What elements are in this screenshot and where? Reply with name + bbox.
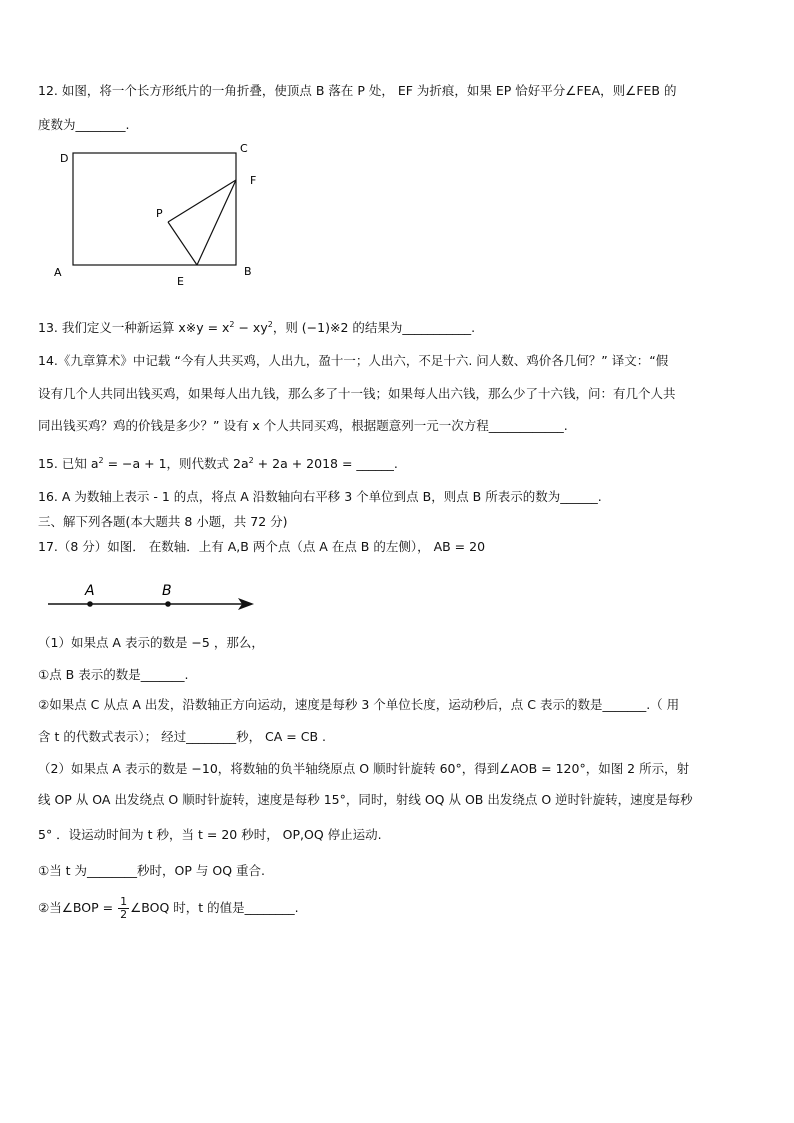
label-A: A xyxy=(54,266,62,279)
q15-sup2: 2 xyxy=(248,456,254,465)
q14-line1: 14.《九章算术》中记载 “今有人共买鸡，人出九，盈十一；人出六，不足十六. 问人数、鸡价各几何？” 译文：“假 xyxy=(38,353,669,368)
q17-p1-b1: ②如果点 C 从点 A 出发，沿数轴正方向运动，速度是每秒 3 个单位长度，运动秒后，点 C 表示的数是_______.（ 用 xyxy=(38,697,680,712)
q12-rectangle-figure xyxy=(50,140,270,290)
q17-p2-a: ①当 t 为________秒时，OP 与 OQ 重合. xyxy=(38,863,266,878)
q17-number-line xyxy=(44,578,264,618)
q17-p2-2: 线 OP 从 OA 出发绕点 O 顺时针旋转，速度是每秒 15°，同时，射线 OQ 从 OB 出发绕点 O 逆时针旋转，速度是每秒 xyxy=(38,792,693,807)
label-F: F xyxy=(250,174,257,187)
point-B xyxy=(165,601,171,607)
q17-p1-a: ①点 B 表示的数是_______. xyxy=(38,667,189,682)
q15-text-c: + 2a + 2018 = ______. xyxy=(253,456,398,472)
section3-title: 三、解下列各题(本大题共 8 小题，共 72 分) xyxy=(38,514,288,529)
label-D: D xyxy=(60,152,69,165)
label-B: B xyxy=(244,265,252,278)
q14-line3: 同出钱买鸡？鸡的价钱是多少？” 设有 x 个人共同买鸡，根据题意列一元一次方程____________. xyxy=(38,418,568,433)
q17-p2-1: （2）如果点 A 表示的数是 −10，将数轴的负半轴绕原点 O 顺时针旋转 60°，得到∠AOB = 120°，如图 2 所示，射 xyxy=(38,761,690,776)
q14-line2: 设有几个人共同出钱买鸡，如果每人出九钱，那么多了十一钱；如果每人出六钱，那么少了十六钱，问：有几个人共 xyxy=(38,386,676,401)
q17-intro: 17.（8 分）如图． 在数轴．上有 A,B 两个点（点 A 在点 B 的左侧）， AB = 20 xyxy=(38,539,486,554)
label-C: C xyxy=(240,142,248,155)
q17-p2-b xyxy=(38,896,299,921)
q13-sup1: 2 xyxy=(229,320,235,329)
q12-line2: 度数为________. xyxy=(38,117,130,132)
fraction-denominator: 2 xyxy=(120,908,128,921)
q15-text-b: = −a + 1，则代数式 2a xyxy=(103,456,249,472)
label-E: E xyxy=(177,275,184,288)
label-P: P xyxy=(156,207,163,220)
fraction-half xyxy=(118,896,129,921)
q16-line: 16. A 为数轴上表示 - 1 的点，将点 A 沿数轴向右平移 3 个单位到点 B，则点 B 所表示的数为______. xyxy=(38,489,602,504)
q17-p2-b-post: ∠BOQ 时，t 的值是________. xyxy=(130,900,299,915)
point-A xyxy=(87,601,93,607)
axis-label-A: A xyxy=(85,583,95,599)
axis-label-B: B xyxy=(162,583,172,599)
q17-p2-b-pre: ②当∠BOP = xyxy=(38,900,118,915)
q15-text-a: 15. 已知 a xyxy=(38,456,99,472)
q17-p2-3: 5° ．设运动时间为 t 秒，当 t = 20 秒时， OP,OQ 停止运动. xyxy=(38,827,382,842)
q17-p1-b2: 含 t 的代数式表示）； 经过________秒， CA = CB . xyxy=(38,729,326,744)
q12-line1: 12. 如图，将一个长方形纸片的一角折叠，使顶点 B 落在 P 处， EF 为折痕，如果 EP 恰好平分∠FEA，则∠FEB 的 xyxy=(38,83,677,98)
q13-line xyxy=(38,316,475,337)
q13-sup2: 2 xyxy=(267,320,273,329)
q15-sup1: 2 xyxy=(98,456,104,465)
q15-line xyxy=(38,452,398,473)
q13-text-a: 13. 我们定义一种新运算 x※y = x xyxy=(38,320,230,336)
q13-text-b: − xy xyxy=(234,320,268,336)
q13-text-c: ，则 (−1)※2 的结果为___________. xyxy=(272,320,476,336)
fraction-numerator: 1 xyxy=(120,895,128,908)
q17-p1: （1）如果点 A 表示的数是 −5 ，那么， xyxy=(38,635,264,650)
